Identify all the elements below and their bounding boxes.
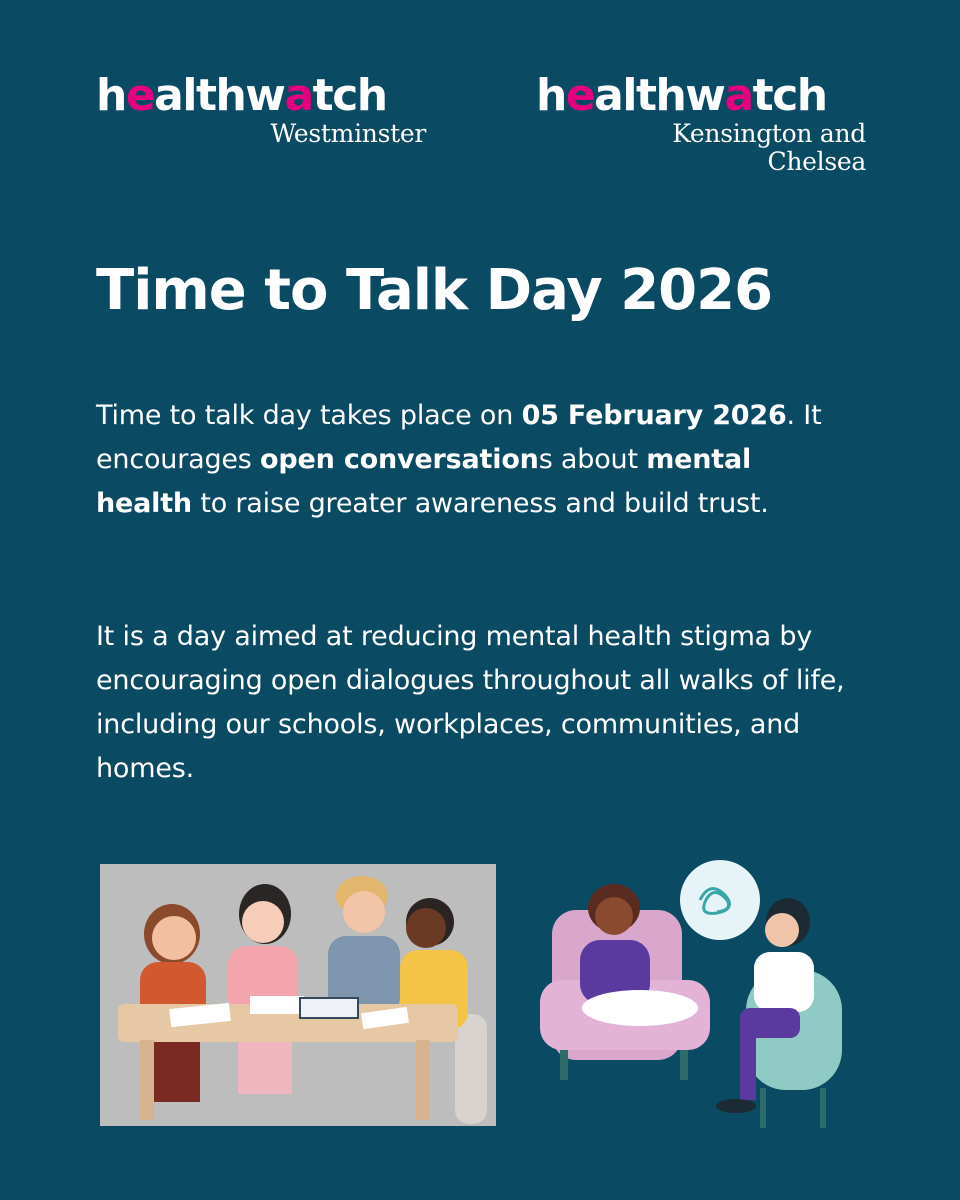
open-conversation-highlight: open conversation <box>260 444 539 475</box>
aim-paragraph: It is a day aimed at reducing mental health stigma by encouraging open dialogues throughout all walks of life, including our schools, workplaces, communities, and homes. <box>96 621 845 784</box>
mental-health-highlight: mental health <box>96 444 752 519</box>
intro-paragraph: Time to talk day takes place on 05 February 2026. It encourages open conversations about mental health to raise greater awareness and build trust. <box>96 400 822 519</box>
logo-subtitle-line1: Kensington and <box>672 119 866 148</box>
page-title: Time to Talk Day 2026 <box>96 258 773 323</box>
healthwatch-kensington-chelsea-logo <box>536 72 866 176</box>
logo-subtitle-line2: Chelsea <box>767 147 866 176</box>
logo-subtitle: Westminster <box>270 119 426 148</box>
date-highlight: 05 February 2026 <box>521 400 787 431</box>
logo-wordmark: healthwatch <box>536 70 827 121</box>
healthwatch-westminster-logo <box>96 72 426 148</box>
group-conversation-illustration <box>100 864 496 1126</box>
logo-wordmark: healthwatch <box>96 70 387 121</box>
therapy-conversation-illustration <box>540 860 850 1130</box>
